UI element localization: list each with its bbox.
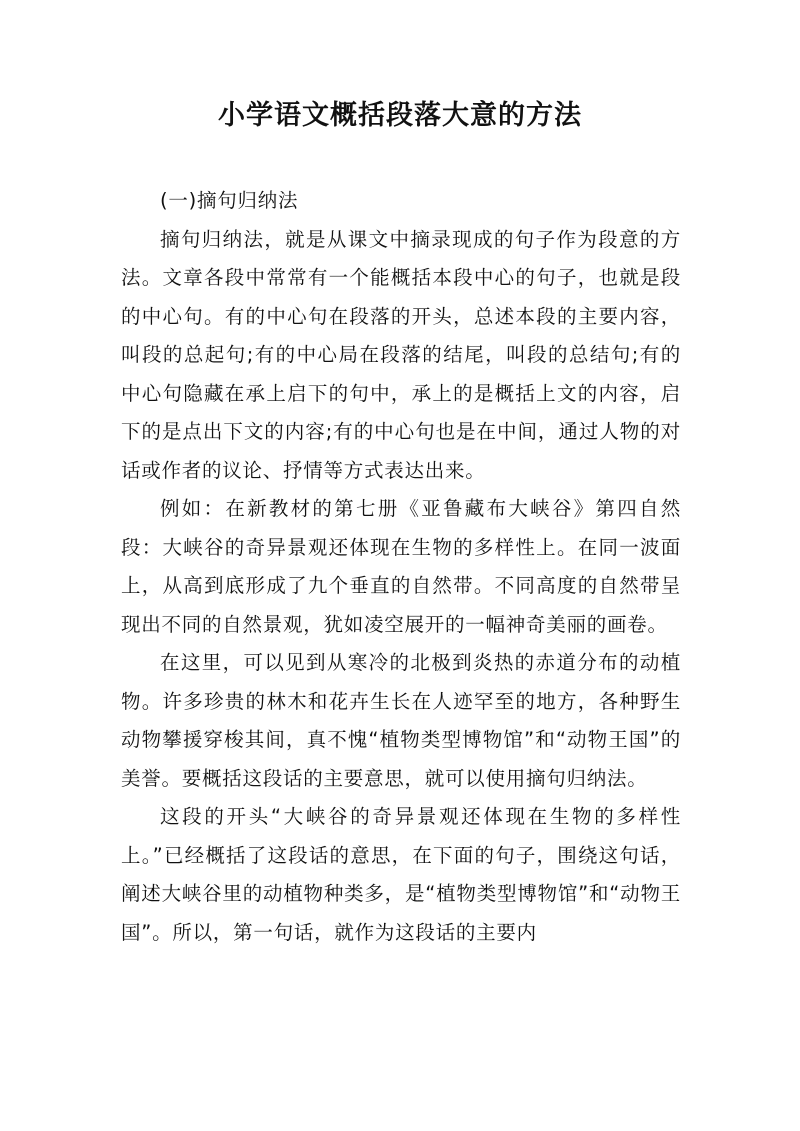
document-body — [121, 182, 681, 952]
document-title: 小学语文概括段落大意的方法 — [218, 100, 582, 131]
body-paragraph: 例如：在新教材的第七册《亚鲁藏布大峡谷》第四自然段：大峡谷的奇异景观还体现在生物的多样性上。在同一波面上，从高到底形成了九个垂直的自然带。不同高度的自然带呈现出不同的自然景观，犹如凌空展开的一幅神奇美丽的画卷。 — [121, 497, 681, 636]
section-heading: (一)摘句归纳法 — [160, 189, 299, 212]
body-paragraph: 摘句归纳法，就是从课文中摘录现成的句子作为段意的方法。文章各段中常常有一个能概括本段中心的句子，也就是段的中心句。有的中心句在段落的开头，总述本段的主要内容，叫段的总起句;有的中心局在段落的结尾，叫段的总结句;有的中心句隐藏在承上启下的句中，承上的是概括上文的内容，启下的是点出下文的内容;有的中心句也是在中间，通过人物的对话或作者的议论、抒情等方式表达出来。 — [121, 227, 681, 482]
body-paragraph: 在这里，可以见到从寒冷的北极到炎热的赤道分布的动植物。许多珍贵的林木和花卉生长在人迹罕至的地方，各种野生动物攀援穿梭其间，真不愧“植物类型博物馆”和“动物王国”的美誉。要概括这段话的主要意思，就可以使用摘句归纳法。 — [121, 651, 681, 790]
body-paragraph: 这段的开头“大峡谷的奇异景观还体现在生物的多样性上。”已经概括了这段话的意思，在下面的句子，围绕这句话，阐述大峡谷里的动植物种类多，是“植物类型博物馆”和“动物王国”。所以，第一句话，就作为这段话的主要内 — [121, 805, 681, 944]
